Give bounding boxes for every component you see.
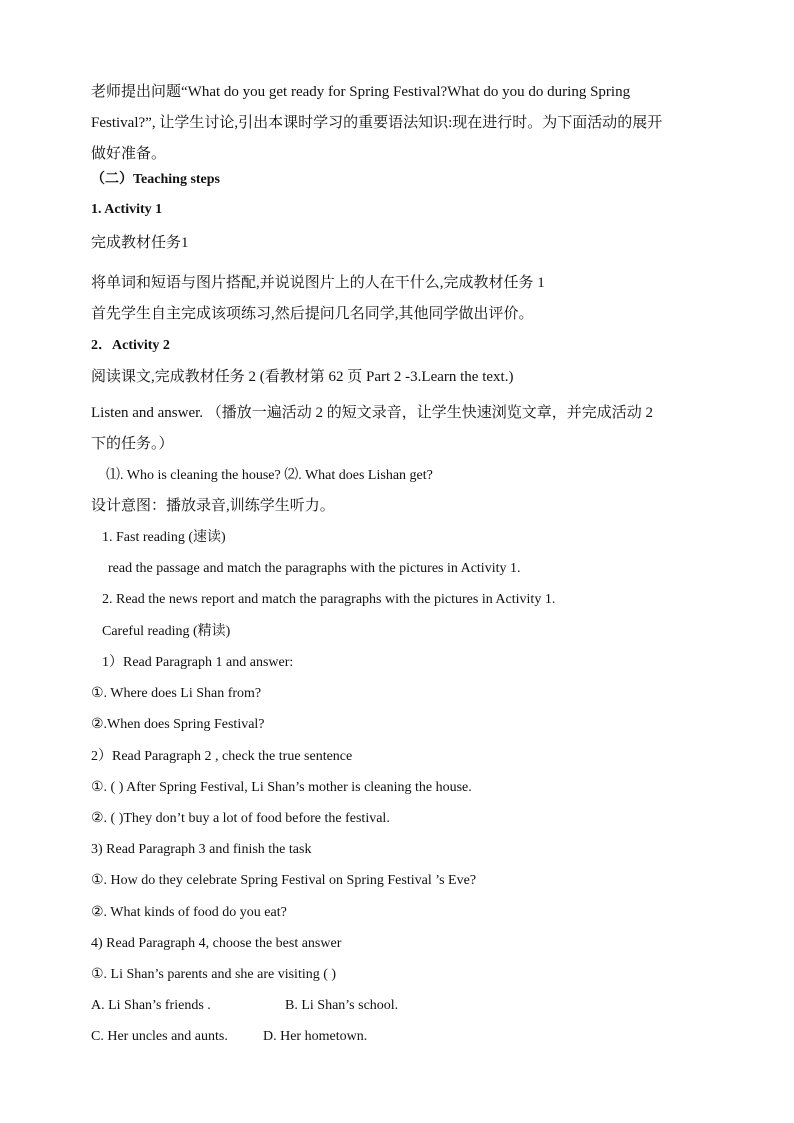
intro-line-1: 老师提出问题“What do you get ready for Spring Festival?What do you do during Spring <box>91 84 631 100</box>
section-heading: （二）Teaching steps <box>91 172 221 187</box>
design-intent: 设计意图：播放录音,训练学生听力。 <box>91 498 335 514</box>
activity-2-task: 阅读课文,完成教材任务 2 (看教材第 62 页 Part 2 -3.Learn the text.) <box>91 369 514 385</box>
intro-line-3: 做好准备。 <box>91 146 167 162</box>
paragraph-3-question-2: ②. What kinds of food do you eat? <box>91 905 287 920</box>
paragraph-4-question-1: ①. Li Shan’s parents and she are visiting ( ) <box>91 967 337 982</box>
option-a: A. Li Shan’s friends . <box>91 998 211 1013</box>
paragraph-1-question-1: ①. Where does Li Shan from? <box>91 686 262 701</box>
paragraph-1-question-2: ②.When does Spring Festival? <box>91 717 265 732</box>
activity-1-heading: 1. Activity 1 <box>91 202 163 217</box>
fast-reading-heading: 1. Fast reading (速读) <box>102 530 226 545</box>
fast-reading-task: read the passage and match the paragraphs with the pictures in Activity 1. <box>108 561 521 576</box>
activity-1-desc-1: 将单词和短语与图片搭配,并说说图片上的人在干什么,完成教材任务 1 <box>91 275 545 291</box>
paragraph-3-heading: 3) Read Paragraph 3 and finish the task <box>91 842 312 857</box>
option-c: C. Her uncles and aunts. <box>91 1029 228 1044</box>
paragraph-2-heading: 2）Read Paragraph 2 , check the true sentence <box>91 749 353 764</box>
intro-line-2: Festival?”, 让学生讨论,引出本课时学习的重要语法知识:现在进行时。为下面活动的展开 <box>91 115 663 131</box>
paragraph-2-question-1: ①. ( ) After Spring Festival, Li Shan’s mother is cleaning the house. <box>91 780 472 795</box>
activity-2-listen-1: Listen and answer. （播放一遍活动 2 的短文录音，让学生快速浏览文章，并完成活动 2 <box>91 405 654 421</box>
activity-2-heading: 2．Activity 2 <box>91 338 170 353</box>
paragraph-2-question-2: ②. ( )They don’t buy a lot of food before the festival. <box>91 811 390 826</box>
activity-1-task: 完成教材任务1 <box>91 235 189 251</box>
listening-questions: ⑴. Who is cleaning the house? ⑵. What does Lishan get? <box>106 468 433 483</box>
paragraph-1-heading: 1）Read Paragraph 1 and answer: <box>102 655 294 670</box>
activity-2-listen-2: 下的任务。） <box>91 436 174 452</box>
news-report-task: 2. Read the news report and match the paragraphs with the pictures in Activity 1. <box>102 592 556 607</box>
paragraph-3-question-1: ①. How do they celebrate Spring Festival on Spring Festival ’s Eve? <box>91 873 477 888</box>
careful-reading-heading: Careful reading (精读) <box>102 624 231 639</box>
paragraph-4-heading: 4) Read Paragraph 4, choose the best answer <box>91 936 342 951</box>
option-d: D. Her hometown. <box>263 1029 368 1044</box>
activity-1-desc-2: 首先学生自主完成该项练习,然后提问几名同学,其他同学做出评价。 <box>91 306 534 322</box>
option-b: B. Li Shan’s school. <box>285 998 399 1013</box>
